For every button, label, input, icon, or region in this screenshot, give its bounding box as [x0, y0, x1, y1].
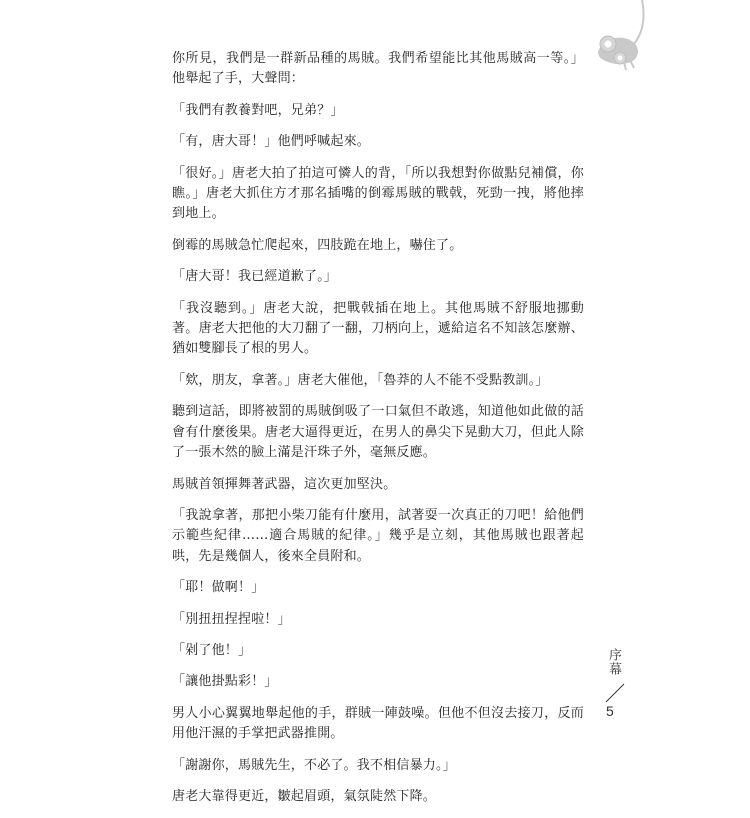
paragraph: 「我說拿著，那把小柴刀能有什麼用，試著耍一次真正的刀吧！給他們示範些紀律……適合馬賊的紀律。」幾乎是立刻，其他馬賊也跟著起哄，先是幾個人，後來全員附和。 — [172, 507, 584, 564]
paragraph: 「別扭扭捏捏啦！」 — [172, 611, 291, 627]
paragraph: 你所見，我們是一群新品種的馬賊。我們希望能比其他馬賊高一等。」他舉起了手，大聲問： — [172, 51, 584, 87]
paragraph: 馬賊首領揮舞著武器，這次更加堅決。 — [172, 476, 397, 492]
paragraph: 「我沒聽到。」唐老大說，把戰戟插在地上。其他馬賊不舒服地挪動著。唐老大把他的大刀翻了一翻，刀柄向上，遞給這名不知該怎麼辦、猶如雙腳長了根的男人。 — [172, 300, 584, 357]
paragraph: 倒霉的馬賊急忙爬起來，四肢跪在地上，嚇住了。 — [172, 237, 463, 253]
page-number: 5 — [606, 703, 614, 719]
chapter-marker — [602, 648, 630, 718]
paragraph: 「欸，朋友，拿著。」唐老大催他，「魯莽的人不能不受點教訓。」 — [172, 372, 549, 388]
paragraph: 「剁了他！」 — [172, 642, 252, 658]
paragraph: 「唐大哥！我已經道歉了。」 — [172, 269, 338, 285]
paragraph: 唐老大靠得更近，皺起眉頭，氣氛陡然下降。 — [172, 788, 437, 804]
mouse-silhouette-icon — [588, 0, 652, 74]
paragraph: 「讓他掛點彩！」 — [172, 674, 278, 690]
paragraph: 「謝謝你，馬賊先生，不必了。我不相信暴力。」 — [172, 757, 456, 773]
paragraph: 「有，唐大哥！」他們呼喊起來。 — [172, 134, 371, 150]
chapter-title: 序幕 — [606, 648, 621, 676]
paragraph: 聽到這話，即將被罰的馬賊倒吸了一口氣但不敢逃，知道他如此做的話會有什麼後果。唐老大逼得更近，在男人的鼻尖下晃動大刀，但此人除了一張木然的臉上滿是汗珠子外，毫無反應。 — [172, 404, 584, 461]
paragraph: 「耶！做啊！」 — [172, 580, 265, 596]
paragraph: 男人小心翼翼地舉起他的手，群賊一陣鼓噪。但他不但沒去接刀，反而用他汗濕的手掌把武器推開。 — [172, 705, 584, 742]
divider-slash — [604, 682, 626, 704]
body-text — [172, 49, 584, 818]
paragraph: 「我們有教養對吧，兄弟？」 — [172, 102, 344, 118]
paragraph: 「很好。」唐老大拍了拍這可憐人的背，「所以我想對你做點兒補償，你瞧。」唐老大抓住方才那名插嘴的倒霉馬賊的戰戟，死勁一拽，將他摔到地上。 — [172, 165, 584, 222]
